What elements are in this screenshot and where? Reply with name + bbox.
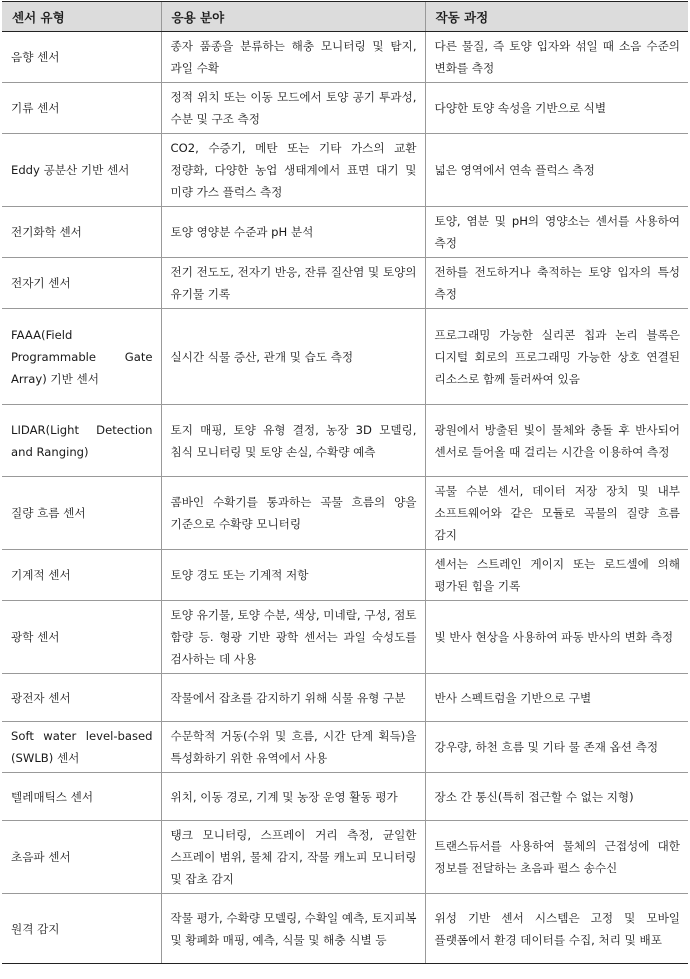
table-row bbox=[2, 821, 688, 894]
cell-sensor-type: 광전자 센서 bbox=[2, 674, 161, 722]
cell-application: 탱크 모니터링, 스프레이 거리 측정, 균일한 스프레이 범위, 물체 감지, 작물 캐노피 모니터링 및 잡초 감지 bbox=[161, 821, 425, 894]
header-sensor-type: 센서 유형 bbox=[2, 2, 161, 32]
cell-process: 센서는 스트레인 게이지 또는 로드셀에 의해 평가된 힘을 기록 bbox=[425, 550, 688, 601]
cell-sensor-type: 전자기 센서 bbox=[2, 258, 161, 309]
table-row bbox=[2, 309, 688, 405]
cell-sensor-type: 광학 센서 bbox=[2, 601, 161, 674]
cell-application: 토양 영양분 수준과 pH 분석 bbox=[161, 207, 425, 258]
cell-process: 트랜스듀서를 사용하여 물체의 근접성에 대한 정보를 전달하는 초음파 펄스 송수신 bbox=[425, 821, 688, 894]
cell-sensor-type: 기류 센서 bbox=[2, 83, 161, 134]
table-row bbox=[2, 722, 688, 773]
cell-application: 종자 품종을 분류하는 해충 모니터링 및 탐지, 과일 수확 bbox=[161, 32, 425, 83]
sensor-table bbox=[2, 1, 688, 964]
table-row bbox=[2, 894, 688, 964]
table-row bbox=[2, 405, 688, 477]
cell-application: 작물에서 잡초를 감지하기 위해 식물 유형 구분 bbox=[161, 674, 425, 722]
cell-application: 토지 매핑, 토양 유형 결정, 농장 3D 모델링, 침식 모니터링 및 토양 손실, 수확량 예측 bbox=[161, 405, 425, 477]
cell-application: 실시간 식물 증산, 관개 및 습도 측정 bbox=[161, 309, 425, 405]
cell-process: 곡물 수분 센서, 데이터 저장 장치 및 내부 소프트웨어와 같은 모듈로 곡물의 질량 흐름 감지 bbox=[425, 477, 688, 550]
cell-sensor-type: 초음파 센서 bbox=[2, 821, 161, 894]
cell-application: CO2, 수증기, 메탄 또는 기타 가스의 교환 정량화, 다양한 농업 생태계에서 표면 대기 및 미량 가스 플럭스 측정 bbox=[161, 134, 425, 207]
cell-application: 토양 유기물, 토양 수분, 색상, 미네랄, 구성, 점토 함량 등. 형광 기반 광학 센서는 과일 숙성도를 검사하는 데 사용 bbox=[161, 601, 425, 674]
table-row bbox=[2, 674, 688, 722]
cell-sensor-type: FAAA(Field Programmable Gate Array) 기반 센서 bbox=[2, 309, 161, 405]
cell-process: 넓은 영역에서 연속 플럭스 측정 bbox=[425, 134, 688, 207]
cell-process: 위성 기반 센서 시스템은 고정 및 모바일 플랫폼에서 환경 데이터를 수집, 처리 및 배포 bbox=[425, 894, 688, 964]
table-row bbox=[2, 601, 688, 674]
cell-sensor-type: LIDAR(Light Detection and Ranging) bbox=[2, 405, 161, 477]
cell-process: 토양, 염분 및 pH의 영양소는 센서를 사용하여 측정 bbox=[425, 207, 688, 258]
cell-process: 빛 반사 현상을 사용하여 파동 반사의 변화 측정 bbox=[425, 601, 688, 674]
cell-application: 토양 경도 또는 기계적 저항 bbox=[161, 550, 425, 601]
table-row bbox=[2, 207, 688, 258]
table-row bbox=[2, 258, 688, 309]
cell-sensor-type: 원격 감지 bbox=[2, 894, 161, 964]
header-row bbox=[2, 2, 688, 32]
cell-process: 강우량, 하천 흐름 및 기타 물 존재 옵션 측정 bbox=[425, 722, 688, 773]
cell-sensor-type: 질량 흐름 센서 bbox=[2, 477, 161, 550]
table-row bbox=[2, 134, 688, 207]
cell-process: 다양한 토양 속성을 기반으로 식별 bbox=[425, 83, 688, 134]
cell-process: 반사 스펙트럼을 기반으로 구별 bbox=[425, 674, 688, 722]
cell-process: 광원에서 방출된 빛이 물체와 충돌 후 반사되어 센서로 들어올 때 걸리는 시간을 이용하여 측정 bbox=[425, 405, 688, 477]
table-row bbox=[2, 477, 688, 550]
cell-process: 장소 간 통신(특히 접근할 수 없는 지형) bbox=[425, 773, 688, 821]
table-row bbox=[2, 773, 688, 821]
cell-sensor-type: 텔레매틱스 센서 bbox=[2, 773, 161, 821]
cell-sensor-type: 전기화학 센서 bbox=[2, 207, 161, 258]
cell-process: 다른 물질, 즉 토양 입자와 섞일 때 소음 수준의 변화를 측정 bbox=[425, 32, 688, 83]
cell-sensor-type: Soft water level-based (SWLB) 센서 bbox=[2, 722, 161, 773]
table-row bbox=[2, 32, 688, 83]
table-body bbox=[2, 32, 688, 964]
table-row bbox=[2, 550, 688, 601]
table-row bbox=[2, 83, 688, 134]
cell-application: 정적 위치 또는 이동 모드에서 토양 공기 투과성, 수분 및 구조 측정 bbox=[161, 83, 425, 134]
cell-application: 위치, 이동 경로, 기계 및 농장 운영 활동 평가 bbox=[161, 773, 425, 821]
cell-sensor-type: Eddy 공분산 기반 센서 bbox=[2, 134, 161, 207]
cell-application: 수문학적 거동(수위 및 흐름, 시간 단계 획득)을 특성화하기 위한 유역에서 사용 bbox=[161, 722, 425, 773]
cell-process: 전하를 전도하거나 축적하는 토양 입자의 특성 측정 bbox=[425, 258, 688, 309]
header-process: 작동 과정 bbox=[425, 2, 688, 32]
header-application: 응용 분야 bbox=[161, 2, 425, 32]
cell-process: 프로그래밍 가능한 실리콘 칩과 논리 블록은 디지털 회로의 프로그래밍 가능한 상호 연결된 리소스로 함께 둘러싸여 있음 bbox=[425, 309, 688, 405]
cell-sensor-type: 기계적 센서 bbox=[2, 550, 161, 601]
cell-application: 전기 전도도, 전자기 반응, 잔류 질산염 및 토양의 유기물 기록 bbox=[161, 258, 425, 309]
cell-application: 작물 평가, 수확량 모델링, 수확일 예측, 토지피복 및 황폐화 매핑, 예측, 식물 및 해충 식별 등 bbox=[161, 894, 425, 964]
cell-application: 콤바인 수확기를 통과하는 곡물 흐름의 양을 기준으로 수확량 모니터링 bbox=[161, 477, 425, 550]
cell-sensor-type: 음향 센서 bbox=[2, 32, 161, 83]
